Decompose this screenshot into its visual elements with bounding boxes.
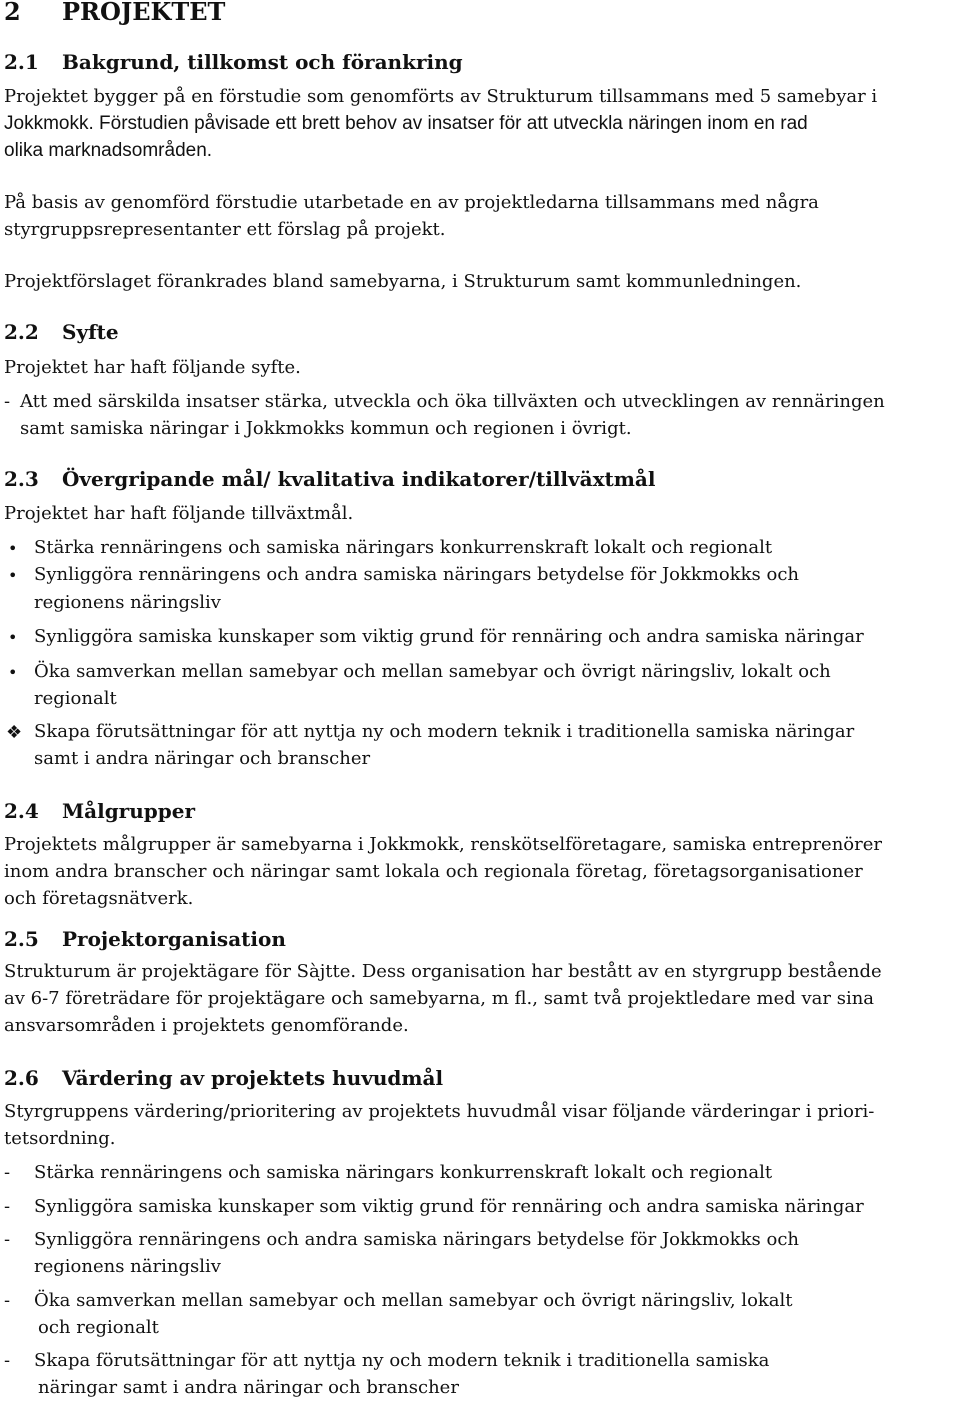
list-item-line: Skapa förutsättningar för att nyttja ny och modern teknik i traditionella samiska <box>34 1350 770 1371</box>
paragraph: Projektet har haft följande tillväxtmål. <box>4 503 354 524</box>
section-title: Värdering av projektets huvudmål <box>62 1066 444 1090</box>
chapter-heading <box>4 0 225 26</box>
list-item-marker: - <box>4 1229 11 1250</box>
list-item-line: samt samiska näringar i Jokkmokks kommun och regionen i övrigt. <box>20 418 632 439</box>
list-item-line: näringar samt i andra näringar och branscher <box>38 1377 459 1398</box>
list-item-marker: - <box>4 1196 11 1217</box>
section-heading-2-3 <box>4 467 656 491</box>
section-heading-2-4 <box>4 799 195 823</box>
bullet-icon: • <box>8 566 18 585</box>
bullet-icon: • <box>8 628 18 647</box>
list-item-line: Skapa förutsättningar för att nyttja ny och modern teknik i traditionella samiska näringar <box>34 721 855 742</box>
section-heading-2-6 <box>4 1066 443 1090</box>
list-item-line: Stärka rennäringens och samiska näringars konkurrenskraft lokalt och regionalt <box>34 1162 773 1183</box>
list-item-line: Öka samverkan mellan samebyar och mellan samebyar och övrigt näringsliv, lokalt <box>34 1290 793 1311</box>
paragraph-line: och företagsnätverk. <box>4 888 194 909</box>
paragraph-line: tetsordning. <box>4 1128 116 1149</box>
list-item-line: regionalt <box>34 688 117 709</box>
paragraph-line: ansvarsområden i projektets genomförande. <box>4 1015 409 1036</box>
section-number: 2.3 <box>4 467 39 491</box>
chapter-number: 2 <box>4 0 21 26</box>
list-item-line: Öka samverkan mellan samebyar och mellan samebyar och övrigt näringsliv, lokalt och <box>34 661 831 682</box>
bullet-icon: • <box>8 663 18 682</box>
paragraph-line: inom andra branscher och näringar samt lokala och regionala företag, företagsorganisationer <box>4 861 863 882</box>
list-item-line: och regionalt <box>38 1317 159 1338</box>
paragraph-line: Projektets målgrupper är samebyarna i Jokkmokk, renskötselföretagare, samiska entreprenörer <box>4 834 882 855</box>
paragraph-line: styrgruppsrepresentanter ett förslag på projekt. <box>4 219 446 240</box>
section-title: Syfte <box>62 320 119 344</box>
section-title: Övergripande mål/ kvalitativa indikatorer/tillväxtmål <box>62 467 656 491</box>
paragraph: Projektet har haft följande syfte. <box>4 357 301 378</box>
list-item-line: Synliggöra rennäringens och andra samiska näringars betydelse för Jokkmokks och <box>34 1229 800 1250</box>
list-item-marker: - <box>4 1350 11 1371</box>
section-title: Målgrupper <box>62 799 195 823</box>
list-item-line: Synliggöra samiska kunskaper som viktig grund för rennäring och andra samiska näringar <box>34 626 864 647</box>
list-item-line: Synliggöra rennäringens och andra samiska näringars betydelse för Jokkmokks och <box>34 564 800 585</box>
section-number: 2.1 <box>4 50 39 74</box>
list-item-line: regionens näringsliv <box>34 592 221 613</box>
section-heading-2-1 <box>4 50 463 74</box>
list-item-marker: - <box>4 1290 11 1311</box>
list-item-marker: - <box>4 1162 11 1183</box>
bullet-icon: • <box>8 539 18 558</box>
list-item-marker: - <box>4 391 11 412</box>
section-heading-2-2 <box>4 320 119 344</box>
section-heading-2-5 <box>4 927 286 951</box>
chapter-title: PROJEKTET <box>62 0 226 26</box>
paragraph: Projektförslaget förankrades bland samebyarna, i Strukturum samt kommunledningen. <box>4 271 802 292</box>
section-number: 2.5 <box>4 927 39 951</box>
section-title: Bakgrund, tillkomst och förankring <box>62 50 463 74</box>
section-title: Projektorganisation <box>62 927 286 951</box>
paragraph-line: av 6-7 företrädare för projektägare och samebyarna, m fl., samt två projektledare med var sina <box>4 988 875 1009</box>
list-item-line: samt i andra näringar och branscher <box>34 748 371 769</box>
paragraph-line: Projektet bygger på en förstudie som genomförts av Strukturum tillsammans med 5 samebyar i <box>4 86 878 107</box>
paragraph-line: Jokkmokk. Förstudien påvisade ett brett behov av insatser för att utveckla näringen inom en rad <box>4 113 808 134</box>
paragraph-line: På basis av genomförd förstudie utarbetade en av projektledarna tillsammans med några <box>4 192 819 213</box>
list-item-line: Synliggöra samiska kunskaper som viktig grund för rennäring och andra samiska näringar <box>34 1196 864 1217</box>
section-number: 2.2 <box>4 320 39 344</box>
diamond-bullet-icon: ❖ <box>6 722 23 743</box>
list-item-line: regionens näringsliv <box>34 1256 221 1277</box>
list-item-line: Att med särskilda insatser stärka, utveckla och öka tillväxten och utvecklingen av rennäringen <box>20 391 885 412</box>
list-item-line: Stärka rennäringens och samiska näringars konkurrenskraft lokalt och regionalt <box>34 537 773 558</box>
paragraph-line: Styrgruppens värdering/prioritering av projektets huvudmål visar följande värderingar i priori- <box>4 1101 875 1122</box>
section-number: 2.4 <box>4 799 39 823</box>
paragraph-line: Strukturum är projektägare för Sàjtte. Dess organisation har bestått av en styrgrupp bestående <box>4 961 882 982</box>
paragraph-line: olika marknadsområden. <box>4 140 213 161</box>
section-number: 2.6 <box>4 1066 39 1090</box>
